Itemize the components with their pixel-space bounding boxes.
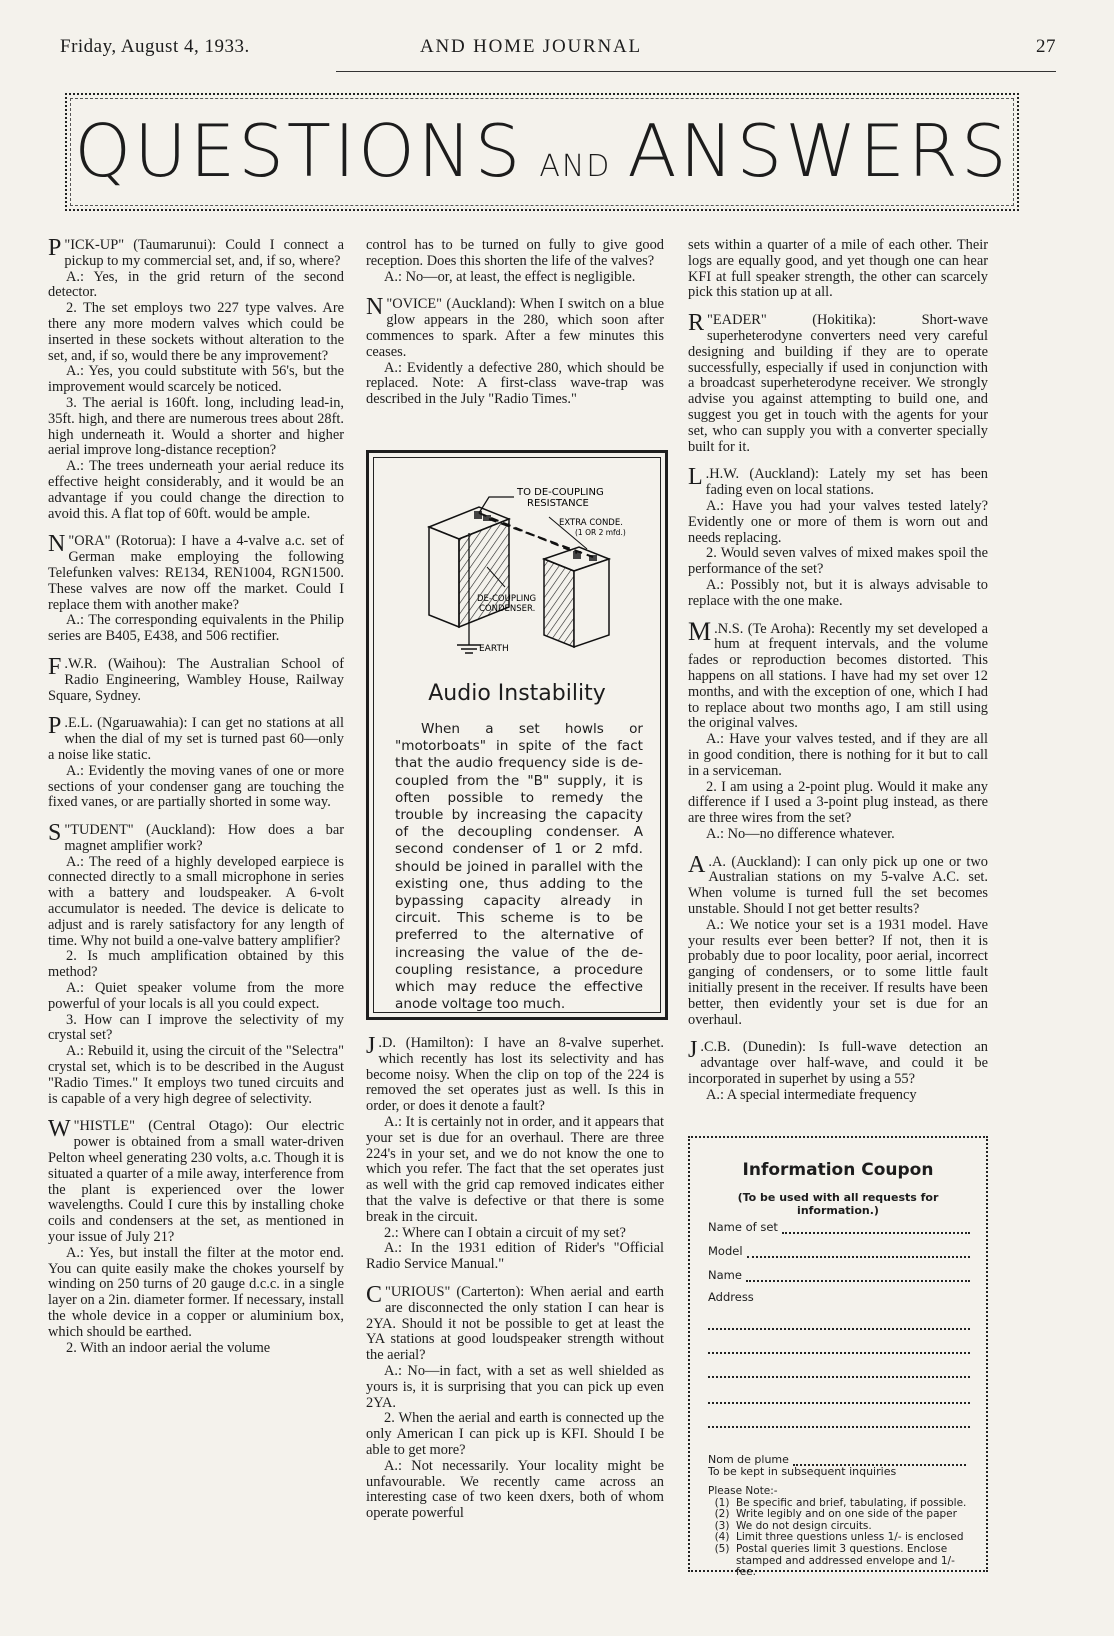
issue-date: Friday, August 4, 1933. <box>60 36 250 57</box>
column-1 <box>48 235 344 1356</box>
fill-line[interactable] <box>708 1417 970 1428</box>
answer: A.: Rebuild it, using the circuit of the "Selectra" crystal set, which is to be described in the August "Radio Times." It employs two tuned circuits and is capable of a very high degree of selectivity. <box>48 1043 344 1107</box>
nom-de-plume <box>708 1454 970 1478</box>
label-decoupling-1: DE-COUPLING <box>477 594 537 604</box>
answer: A.: Quiet speaker volume from the more powerful of your locals is all you could expect. <box>48 980 344 1012</box>
coupon-title: Information Coupon <box>742 1160 934 1180</box>
decoupling-diagram <box>379 467 649 667</box>
continued-text: sets within a quarter of a mile of each other. Their logs are equally good, and yet though one can hear KFI at full speaker strength, the other can scarcely pick this station up at all. <box>688 237 988 301</box>
question: 2. Is much amplification obtained by this method? <box>48 948 344 981</box>
question: 2. Would seven valves of mixed makes spoil the performance of the set? <box>688 545 988 578</box>
answer: A.: The reed of a highly developed earpiece is connected directly to a small microphone in series with a battery and loudspeaker. A 6-volt accumulator is needed. The device is delicate to adjust and is rarely satisfactory for any length of time. Why not build a one-valve battery amplifier? <box>48 853 344 949</box>
question: 3. How can I improve the selectivity of my crystal set? <box>48 1011 344 1044</box>
answer: A.: Yes, but install the filter at the motor end. You can quite easily make the chokes yourself by winding on 250 turns of 20 gauge d.c.c. in a single layer on a 2in. diameter former. If necessary, install the whole device in a copper or aluminium box, which should be earthed. <box>48 1244 344 1340</box>
note-number: (4) <box>714 1531 730 1544</box>
answer: A.: The trees underneath your aerial reduce its effective height considerably, and it would be an advantage if you could change the direction to avoid this. A flat top of 60ft. would be ample. <box>48 458 344 522</box>
query-text: "ICK-UP" (Taumarunui): Could I connect a pickup to my commercial set, and, if so, where? <box>64 237 344 269</box>
query-curious <box>366 1281 664 1364</box>
query-text: "ORA" (Rotorua): I have a 4-valve a.c. set of German make employing the following Telefunken valves: RE134, REN1004, RGN1500. These valves are now off the market. Could I replace them with another make? <box>48 533 344 613</box>
label-earth: EARTH <box>479 644 509 654</box>
answer: A.: Yes, you could substitute with 56's, but the improvement would scarcely be noticed. <box>48 363 344 396</box>
note-text: Postal queries limit 3 questions. Enclose stamped and addressed envelope and 1/- fee. <box>736 1542 955 1579</box>
answer: A.: Have you had your valves tested lately? Evidently one or more of them is worn out and needs replacing. <box>688 497 988 546</box>
column-2-top <box>366 238 664 408</box>
query-text: .D. (Hamilton): I have an 8-valve superhet. which recently has lost its selectivity and has become noisy. When the clip on top of the 224 is removed the set operates just as well. Is this in order, or does it denote a fault? <box>366 1035 664 1115</box>
box-text <box>395 721 643 1013</box>
fill-line[interactable] <box>708 1367 970 1378</box>
answer: A.: It is certainly not in order, and it appears that your set is due for an overhaul. There are three 224's in your set, and we do not know the one to which you refer. The fact that the set operates just as well with the grid cap removed indicates either that the valve is defective or that there is some break in the circuit. <box>366 1113 664 1225</box>
query-text: "OVICE" (Auckland): When I switch on a blue glow appears in the 280, which soon after commences to spark. After a few minutes this ceases. <box>366 296 664 360</box>
field-name-of-set[interactable] <box>708 1218 970 1234</box>
box-paragraph: When a set howls or "motorboats" in spite of the fact that the audio frequency side is de-coupled from the "B" supply, it is often possible to remedy the trouble by increasing the capacity of the decoupling condenser. A second condenser of 1 or 2 mfd. should be joined in parallel with the existing one, thus adding to the bypassing capacity already in circuit. This scheme is to be preferred to the alternative of increasing the value of the de-coupling resistance, a procedure which may reduce the effective anode voltage too much. <box>395 721 643 1013</box>
query-text: .N.S. (Te Aroha): Recently my set developed a hum at frequent intervals, and the volume fades or reproduction becomes distorted. This happens on all stations. I have had my set over 12 months, and with the exception of one, which I had to replace about two months ago, I am still using the original valves. <box>688 620 988 732</box>
query-text: .C.B. (Dunedin): Is full-wave detection an advantage over half-wave, and could it be incorporated in superhet by using a 55? <box>688 1039 988 1088</box>
address-line-1[interactable] <box>708 1314 970 1330</box>
query-novice <box>366 294 664 360</box>
drop-cap: L <box>688 464 703 491</box>
question: 2. The set employs two 227 type valves. Are there any more modern valves which could be inserted in these sockets without alteration to the set, and, if so, would there be any improvement? <box>48 300 344 364</box>
note-text: Write legibly and on one side of the paper <box>736 1508 957 1521</box>
continued-text: control has to be turned on fully to give good reception. Does this shorten the life of the valves? <box>366 237 664 269</box>
column-3 <box>688 238 988 1104</box>
query-mns <box>688 616 988 733</box>
query-text: .W.R. (Waihou): The Australian School of Radio Engineering, Wambley House, Railway Square, Sydney. <box>48 655 344 704</box>
query-text: "TUDENT" (Auckland): How does a bar magnet amplifier work? <box>64 822 344 854</box>
audio-instability-box <box>366 450 668 1020</box>
query-pickup <box>48 235 344 270</box>
drop-cap: R <box>688 310 705 337</box>
drop-cap: N <box>366 294 384 321</box>
answer: A.: The corresponding equivalents in the Philip series are B405, E438, and 506 rectifier. <box>48 612 344 645</box>
answer: A.: No—or, at least, the effect is negligible. <box>384 268 636 285</box>
coupon-notes <box>708 1486 970 1579</box>
title-and: AND <box>539 149 612 184</box>
title-answers: ANSWERS <box>627 109 1010 193</box>
box-title: Audio Instability <box>428 681 606 706</box>
drop-cap: F <box>48 653 62 680</box>
note-number: (3) <box>714 1519 730 1532</box>
answer: A.: We notice your set is a 1931 model. Have your results ever been better? If not, then it is probably due to poor locality, poor aerial, incorrect ganging of condensers, or to some little fault initially present in the receiver. If results have been better, then evidently your set is due for an overhaul. <box>688 916 988 1028</box>
query-pel <box>48 713 344 763</box>
drop-cap: N <box>48 531 66 558</box>
note-number: (2) <box>714 1508 730 1521</box>
page-number: 27 <box>1036 36 1056 57</box>
notes-heading: Please Note:- <box>708 1485 778 1497</box>
title-questions: QUESTIONS <box>74 109 524 193</box>
answer: A.: No—in fact, with a set as well shielded as yours is, it is surprising that you can pick up even 2YA. <box>366 1362 664 1411</box>
answer: A.: No—no difference whatever. <box>706 825 895 842</box>
page-header <box>40 34 1070 60</box>
query-reader <box>688 310 988 455</box>
answer: A.: Yes, in the grid return of the second detector. <box>48 268 344 301</box>
information-coupon <box>688 1136 988 1579</box>
label-to-decoupling: TO DE-COUPLING <box>517 487 604 498</box>
answer: A.: Evidently a defective 280, which should be replaced. Note: A first-class wave-trap was described in the July "Radio Times." <box>366 359 664 408</box>
title-banner <box>65 93 1019 211</box>
fill-line[interactable] <box>708 1343 970 1354</box>
note-number: (1) <box>714 1496 730 1509</box>
label-resistance: RESISTANCE <box>527 498 589 509</box>
field-name[interactable] <box>708 1266 970 1282</box>
query-jd <box>366 1033 664 1115</box>
drop-cap: P <box>48 235 62 261</box>
drop-cap: P <box>48 713 62 740</box>
query-text: .H.W. (Auckland): Lately my set has been fading even on local stations. <box>705 466 988 499</box>
field-label: Name <box>708 1268 742 1282</box>
answer: A.: Not necessarily. Your locality might be unfavourable. We recently came across an interesting case of two keen dxers, both of whom operate powerful <box>366 1457 664 1522</box>
fill-line[interactable] <box>746 1271 970 1282</box>
field-address[interactable] <box>708 1288 970 1304</box>
column-2-bottom <box>366 1033 664 1522</box>
fill-line[interactable] <box>782 1223 970 1234</box>
question: 3. The aerial is 160ft. long, including lead-in, 35ft. high, and there are numerous trees about 28ft. high underneath it. Would a shorter and higher aerial improve long-distance reception? <box>48 394 344 459</box>
question: 2. I am using a 2-point plug. Would it make any difference if I used a 3-point plug instead, as there are three wires from the set? <box>688 778 988 827</box>
header-rule <box>336 71 1056 72</box>
query-text: "URIOUS" (Carterton): When aerial and earth are disconnected the only station I can hear is 2YA. Should it not be possible to get at least the YA stations at good loudspeaker strength without the aerial? <box>366 1283 664 1364</box>
address-line-3[interactable] <box>708 1362 970 1378</box>
nom-note: To be kept in subsequent inquiries <box>708 1465 897 1478</box>
fill-line[interactable] <box>708 1319 970 1330</box>
answer: A.: Have your valves tested, and if they are all in good condition, there is nothing for it but to call in a serviceman. <box>688 731 988 779</box>
note-text: Limit three questions unless 1/- is enclosed <box>736 1531 964 1544</box>
drop-cap: W <box>48 1116 71 1143</box>
field-model[interactable] <box>708 1242 970 1258</box>
query-fwr <box>48 653 344 704</box>
query-whistle <box>48 1116 344 1246</box>
query-lhw <box>688 464 988 499</box>
page-title <box>67 111 1017 207</box>
query-text: "HISTLE" (Central Otago): Our electric power is obtained from a small water-driven Pelton wheel generating 230 volts, a.c. Though it is situated a quarter of a mile away, interference from the plant is experienced over the lower wavelengths. Could I cure this by installing choke coils and condensers at the set, as mentioned in your issue of July 21? <box>48 1118 344 1246</box>
query-text: "EADER" (Hokitika): Short-wave superheterodyne converters need very careful designing and building if they are to operate successfully, especially if used in conjunction with a broadcast superheterodyne receiver. We strongly advise you against attempting to build one, and suggest you get in touch with the agents for your set, who can supply you with a converter specially built for it. <box>688 312 988 455</box>
extra-condenser <box>544 547 609 647</box>
drop-cap: J <box>688 1037 698 1064</box>
field-label: Name of set <box>708 1220 778 1234</box>
answer: A.: A special intermediate frequency <box>706 1086 917 1103</box>
address-line-4[interactable] <box>708 1388 970 1404</box>
question: 2.: Where can I obtain a circuit of my set? <box>384 1224 626 1241</box>
address-line-2[interactable] <box>708 1338 970 1354</box>
coupon-subtitle: (To be used with all requests for information.) <box>737 1191 939 1217</box>
note-text: Be specific and brief, tabulating, if possible. <box>736 1496 967 1509</box>
question: 2. With an indoor aerial the volume <box>66 1339 271 1356</box>
question: 2. When the aerial and earth is connected up the only American I can pick up is KFI. Should I be able to get more? <box>366 1410 664 1458</box>
note-text: We do not design circuits. <box>736 1519 872 1532</box>
answer: A.: Evidently the moving vanes of one or more sections of your condenser gang are touching the fixed vanes, or are partially shorted in some way. <box>48 762 344 811</box>
drop-cap: C <box>366 1281 383 1308</box>
query-text: .E.L. (Ngaruawahia): I can get no stations at all when the dial of my set is turned past 60—only a noise like static. <box>48 715 344 763</box>
query-text: .A. (Auckland): I can only pick up one or two Australian stations on my 5-valve A.C. set. When volume is turned full the set becomes unstable. Should I not get better results? <box>688 853 988 918</box>
field-label: Address <box>708 1290 754 1304</box>
fill-line[interactable] <box>747 1247 970 1258</box>
answer: A.: In the 1931 edition of Rider's "Official Radio Service Manual." <box>366 1240 664 1273</box>
nom-label: Nom de plume <box>708 1453 789 1466</box>
label-extra-condenser: EXTRA CONDE. <box>559 518 623 528</box>
label-decoupling-2: CONDENSER. <box>479 604 536 614</box>
drop-cap: S <box>48 820 62 847</box>
drop-cap: J <box>366 1033 376 1059</box>
address-line-5[interactable] <box>708 1412 970 1428</box>
journal-name: AND HOME JOURNAL <box>420 36 642 57</box>
label-mfd: (1 OR 2 mfd.) <box>575 528 626 537</box>
query-aa <box>688 851 988 918</box>
query-nora <box>48 531 344 613</box>
answer: A.: Possibly not, but it is always advisable to replace with the one make. <box>688 576 988 609</box>
query-student <box>48 820 344 855</box>
query-jcb <box>688 1037 988 1088</box>
fill-line[interactable] <box>708 1393 970 1404</box>
drop-cap: M <box>688 616 712 646</box>
note-number: (5) <box>714 1542 730 1555</box>
note-item <box>708 1544 970 1579</box>
field-label: Model <box>708 1244 743 1258</box>
drop-cap: A <box>688 851 706 878</box>
